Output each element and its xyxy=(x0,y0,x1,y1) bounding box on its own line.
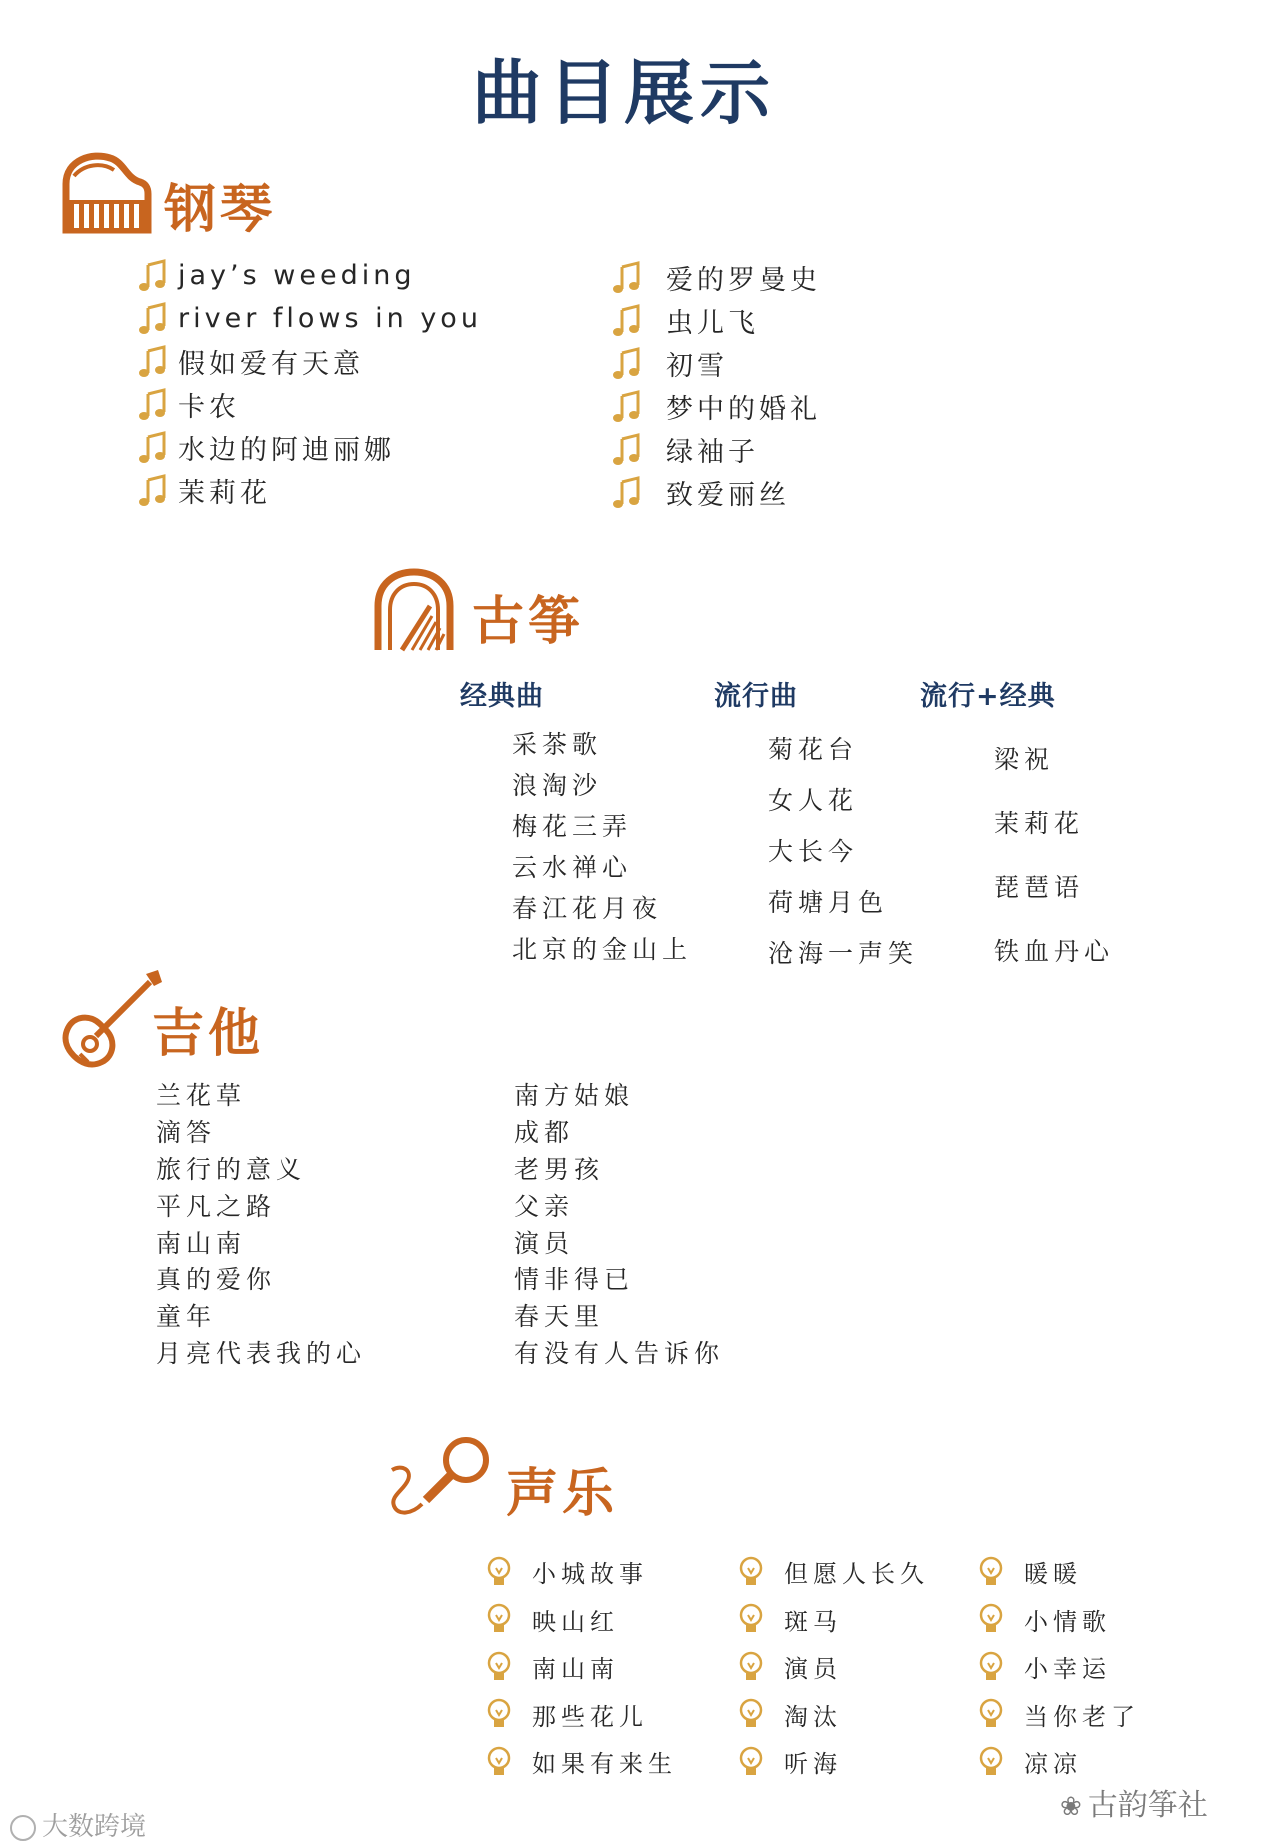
piano-song: 虫儿飞 xyxy=(666,308,759,339)
vocal-list-col3 xyxy=(976,1548,1140,1786)
list-item xyxy=(612,428,821,471)
list-item: 真的爱你 xyxy=(156,1265,277,1295)
list-item xyxy=(484,1548,677,1596)
music-note-icon xyxy=(612,433,642,467)
music-note-icon xyxy=(138,345,168,379)
list-item: 南山南 xyxy=(156,1228,247,1258)
music-note-icon xyxy=(612,476,642,510)
vocal-song: 小城故事 xyxy=(532,1560,648,1589)
list-item xyxy=(484,1596,677,1644)
list-item xyxy=(736,1738,929,1786)
vocal-song: 斑马 xyxy=(784,1607,842,1636)
vocal-song: 但愿人长久 xyxy=(784,1560,929,1589)
list-item: 菊花台 xyxy=(768,734,859,764)
vocal-song: 听海 xyxy=(784,1750,842,1779)
list-item xyxy=(484,1691,677,1739)
list-item: 梅花三弄 xyxy=(512,811,633,841)
lightbulb-icon xyxy=(736,1650,766,1684)
list-item xyxy=(736,1548,929,1596)
list-item: 采茶歌 xyxy=(512,729,603,759)
list-item: 茉莉花 xyxy=(994,809,1085,838)
list-item: 沧海一声笑 xyxy=(768,938,919,968)
list-item: 情非得已 xyxy=(514,1265,635,1295)
lightbulb-icon xyxy=(976,1697,1006,1731)
list-item: 童年 xyxy=(156,1302,217,1332)
watermark-left-text: 大数跨境 xyxy=(42,1812,147,1842)
piano-song: 假如爱有天意 xyxy=(178,349,364,380)
list-item: 老男孩 xyxy=(514,1154,605,1184)
section-title-guzheng: 古筝 xyxy=(472,591,585,652)
section-title-piano: 钢琴 xyxy=(164,179,277,240)
piano-icon xyxy=(62,148,152,238)
guzheng-column-header: 经典曲 xyxy=(460,681,544,712)
list-item: 大长今 xyxy=(768,836,859,866)
vocal-song: 如果有来生 xyxy=(532,1750,677,1779)
vocal-song: 暖暖 xyxy=(1024,1560,1082,1589)
guitar-icon xyxy=(60,966,166,1070)
lightbulb-icon xyxy=(484,1697,514,1731)
list-item xyxy=(138,254,482,297)
list-item xyxy=(976,1691,1140,1739)
page-title: 曲目展示 xyxy=(472,52,776,134)
piano-song: jay’s weeding xyxy=(178,260,416,291)
lightbulb-icon xyxy=(976,1555,1006,1589)
list-item: 兰花草 xyxy=(156,1081,247,1111)
guzheng-column-header: 流行曲 xyxy=(714,681,798,712)
vocal-song: 演员 xyxy=(784,1655,842,1684)
watermark-right-text: 古韵筝社 xyxy=(1087,1788,1208,1823)
vocal-song: 南山南 xyxy=(532,1655,619,1684)
piano-song: 茉莉花 xyxy=(178,478,271,509)
vocal-song: 淘汰 xyxy=(784,1702,842,1731)
list-item: 云水禅心 xyxy=(512,852,633,882)
piano-list-left xyxy=(138,254,482,512)
vocal-song: 凉凉 xyxy=(1024,1750,1082,1779)
wechat-icon: ❀ xyxy=(1060,1792,1082,1822)
list-item: 春天里 xyxy=(514,1302,605,1332)
list-item: 南方姑娘 xyxy=(514,1081,635,1111)
music-note-icon xyxy=(612,304,642,338)
music-note-icon xyxy=(138,302,168,336)
list-item xyxy=(976,1596,1140,1644)
logo-icon xyxy=(10,1815,36,1841)
lightbulb-icon xyxy=(736,1745,766,1779)
list-item xyxy=(138,297,482,340)
lightbulb-icon xyxy=(736,1697,766,1731)
lightbulb-icon xyxy=(976,1602,1006,1636)
list-item xyxy=(484,1643,677,1691)
lightbulb-icon xyxy=(736,1555,766,1589)
piano-song: 梦中的婚礼 xyxy=(666,394,821,425)
list-item: 荷塘月色 xyxy=(768,887,889,917)
music-note-icon xyxy=(612,261,642,295)
microphone-icon xyxy=(386,1434,496,1524)
music-note-icon xyxy=(138,259,168,293)
guzheng-column-header: 流行+经典 xyxy=(920,681,1056,712)
lightbulb-icon xyxy=(736,1602,766,1636)
list-item xyxy=(736,1691,929,1739)
vocal-song: 当你老了 xyxy=(1024,1702,1140,1731)
music-note-icon xyxy=(138,388,168,422)
lightbulb-icon xyxy=(976,1745,1006,1779)
vocal-song: 映山红 xyxy=(532,1607,619,1636)
list-item: 梁祝 xyxy=(994,745,1055,774)
list-item xyxy=(138,469,482,512)
list-item xyxy=(138,383,482,426)
list-item xyxy=(138,426,482,469)
list-item: 北京的金山上 xyxy=(512,934,693,964)
music-note-icon xyxy=(138,474,168,508)
list-item xyxy=(612,299,821,342)
piano-song: 爱的罗曼史 xyxy=(666,265,821,296)
vocal-song: 小幸运 xyxy=(1024,1655,1111,1684)
list-item: 成都 xyxy=(514,1118,575,1148)
list-item xyxy=(976,1548,1140,1596)
list-item xyxy=(612,471,821,514)
watermark-right xyxy=(1060,1780,1208,1824)
music-note-icon xyxy=(612,390,642,424)
guzheng-icon xyxy=(372,566,456,654)
list-item xyxy=(612,256,821,299)
lightbulb-icon xyxy=(484,1745,514,1779)
list-item xyxy=(484,1738,677,1786)
vocal-song: 小情歌 xyxy=(1024,1607,1111,1636)
list-item: 琵琶语 xyxy=(994,873,1085,902)
piano-song: 卡农 xyxy=(178,392,240,423)
lightbulb-icon xyxy=(976,1650,1006,1684)
section-title-vocal: 声乐 xyxy=(506,1463,619,1524)
lightbulb-icon xyxy=(484,1650,514,1684)
watermark-left xyxy=(10,1806,146,1843)
piano-song: 致爱丽丝 xyxy=(666,480,790,511)
vocal-list-col2 xyxy=(736,1548,929,1786)
guitar-list-left xyxy=(156,1076,366,1370)
list-item: 女人花 xyxy=(768,785,859,815)
list-item: 铁血丹心 xyxy=(994,937,1115,966)
guzheng-list-pop xyxy=(768,722,918,977)
list-item xyxy=(976,1643,1140,1691)
list-item: 浪淘沙 xyxy=(512,770,603,800)
list-item xyxy=(736,1643,929,1691)
guitar-list-right xyxy=(514,1076,724,1370)
list-item: 月亮代表我的心 xyxy=(156,1338,367,1368)
piano-song: 绿袖子 xyxy=(666,437,759,468)
piano-list-right xyxy=(612,256,821,514)
section-title-guitar: 吉他 xyxy=(152,1003,265,1064)
list-item xyxy=(736,1596,929,1644)
list-item: 演员 xyxy=(514,1228,575,1258)
list-item xyxy=(976,1738,1140,1786)
music-note-icon xyxy=(138,431,168,465)
piano-song: 水边的阿迪丽娜 xyxy=(178,435,395,466)
list-item xyxy=(138,340,482,383)
guzheng-list-classic xyxy=(512,722,692,968)
vocal-list-col1 xyxy=(484,1548,677,1786)
list-item: 滴答 xyxy=(156,1118,217,1148)
piano-song: 初雪 xyxy=(666,351,728,382)
list-item: 父亲 xyxy=(514,1191,575,1221)
list-item: 旅行的意义 xyxy=(156,1154,307,1184)
list-item xyxy=(612,385,821,428)
piano-song: river flows in you xyxy=(178,303,482,334)
list-item: 春江花月夜 xyxy=(512,893,663,923)
guzheng-list-mixed xyxy=(994,726,1114,982)
list-item: 平凡之路 xyxy=(156,1191,277,1221)
list-item xyxy=(612,342,821,385)
list-item: 有没有人告诉你 xyxy=(514,1338,725,1368)
music-note-icon xyxy=(612,347,642,381)
vocal-song: 那些花儿 xyxy=(532,1702,648,1731)
lightbulb-icon xyxy=(484,1602,514,1636)
lightbulb-icon xyxy=(484,1555,514,1589)
